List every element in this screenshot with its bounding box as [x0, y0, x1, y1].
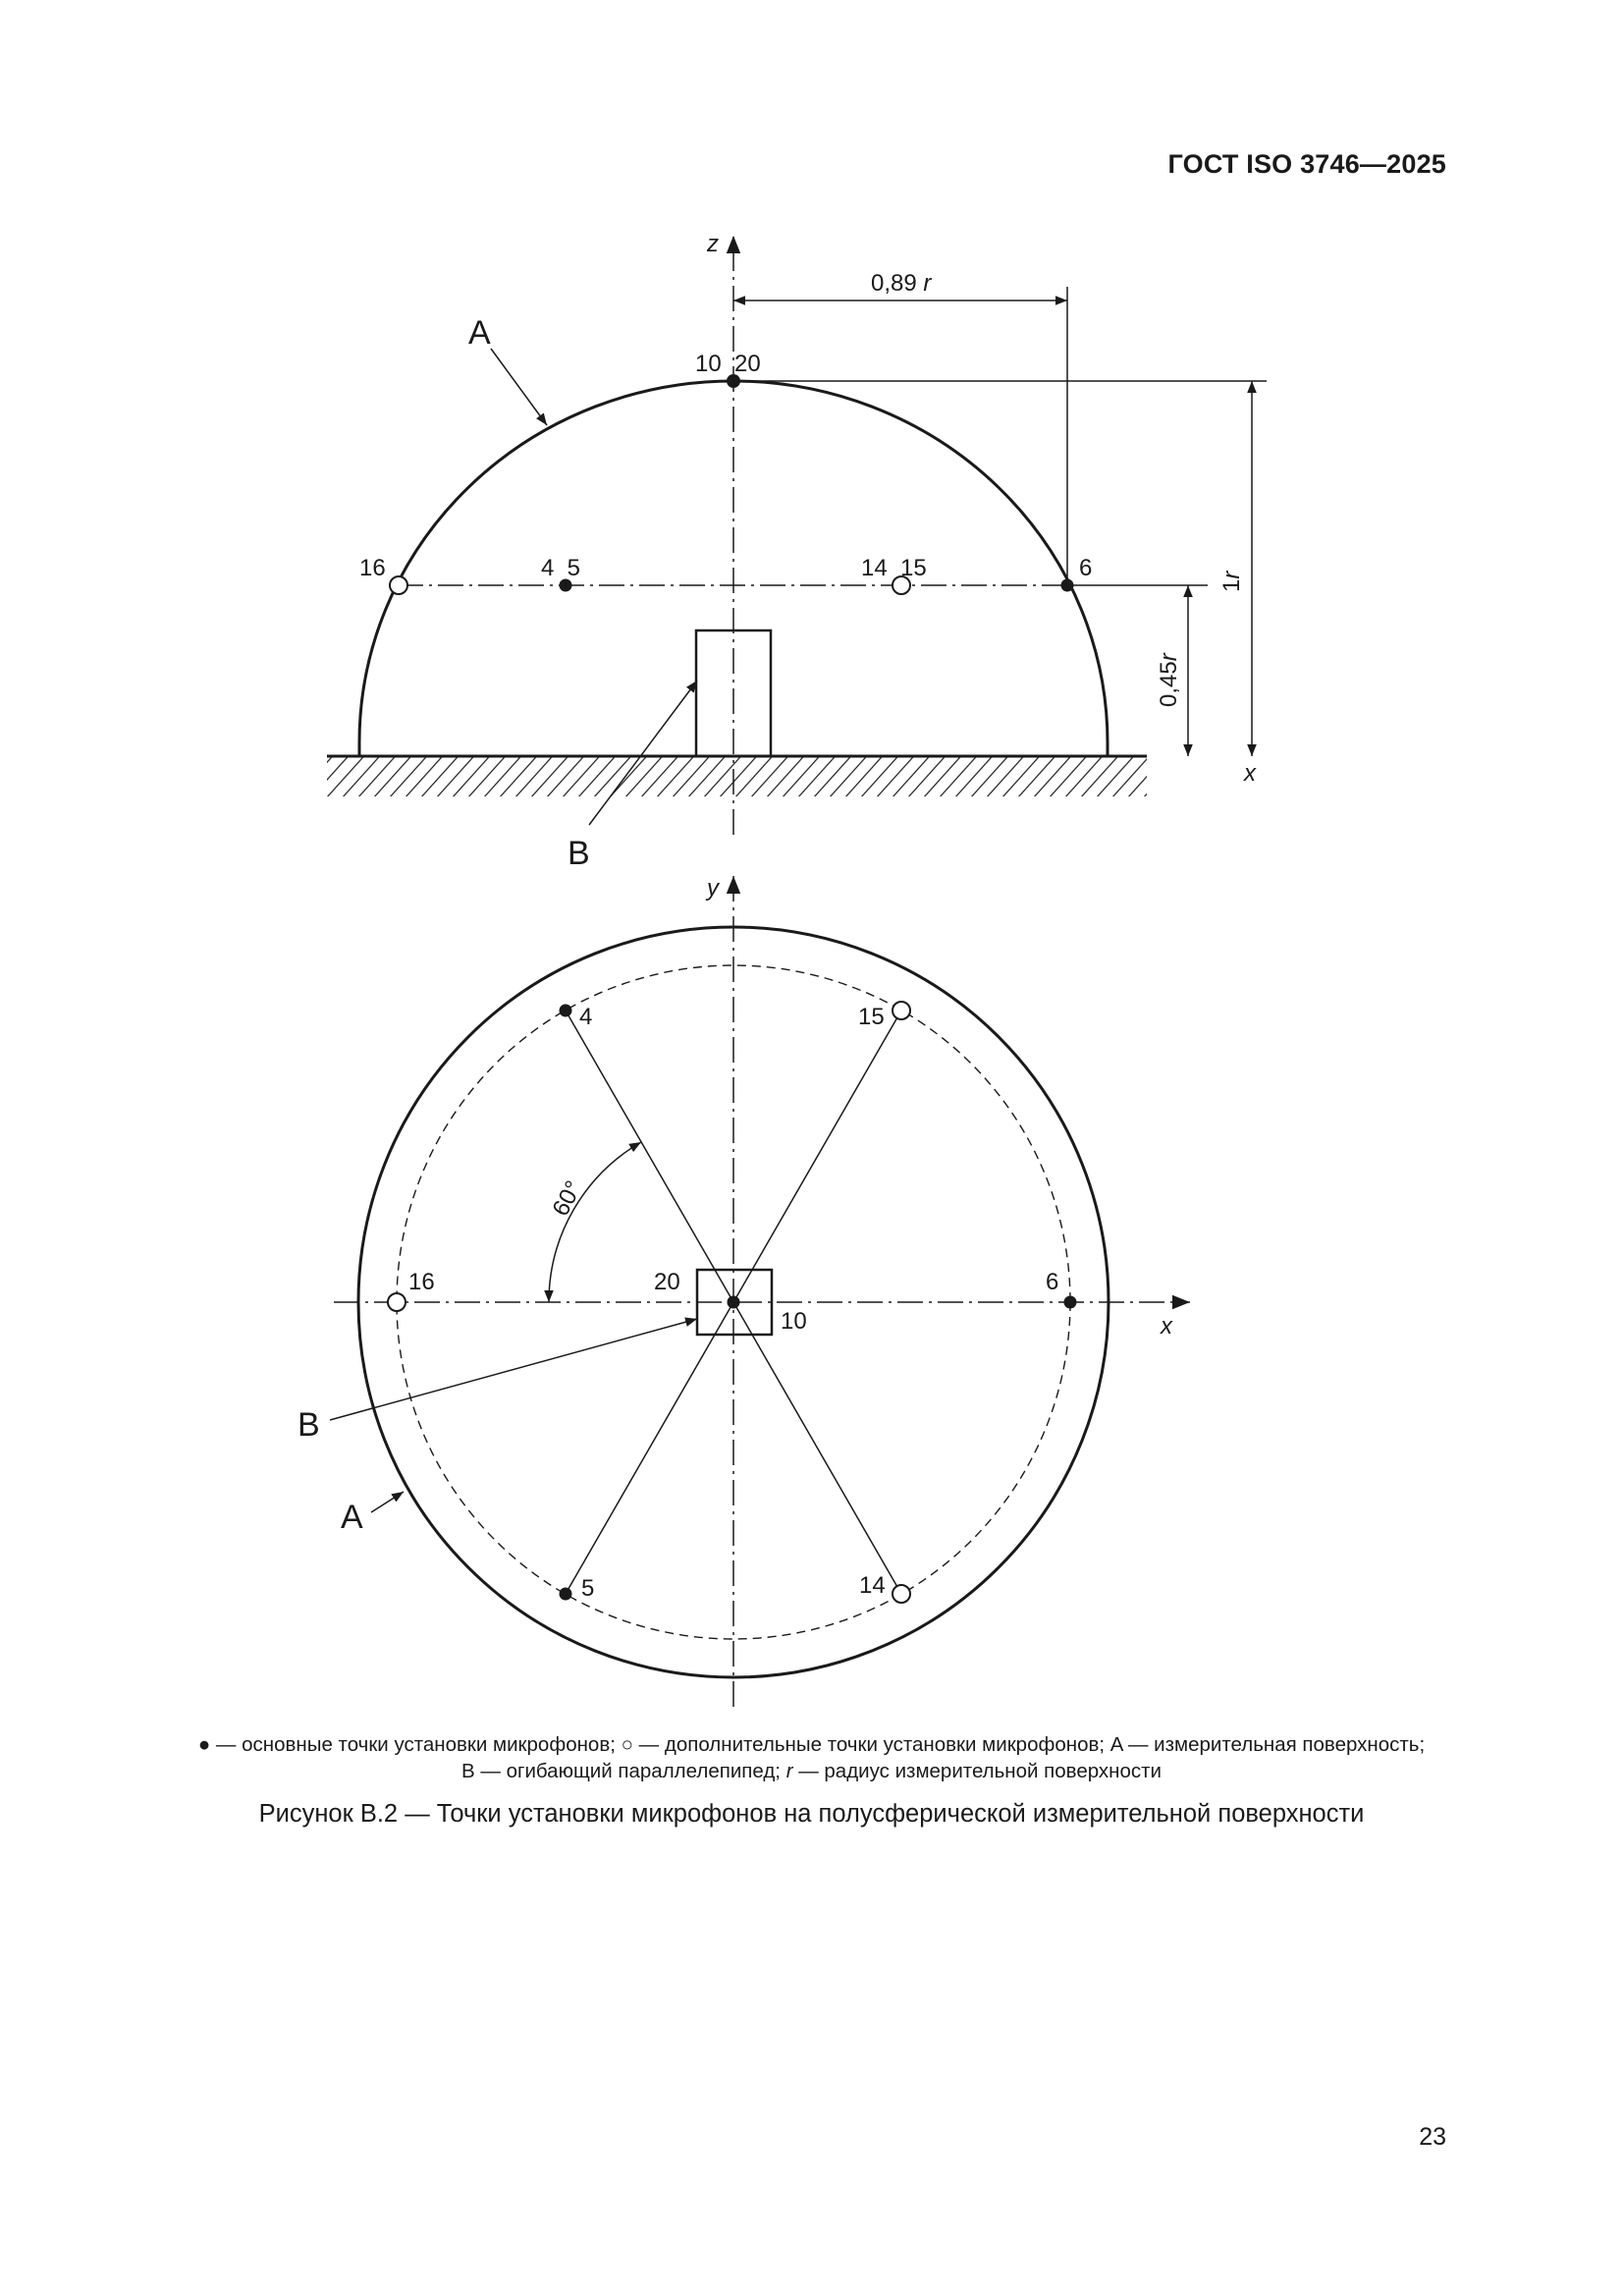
page-number: 23: [1419, 2123, 1446, 2151]
label-6-side: 6: [1079, 555, 1093, 581]
point-6-side: [1061, 579, 1074, 592]
ground-hatching: [327, 757, 1147, 796]
standard-designation: ГОСТ ISO 3746—2025: [1167, 149, 1446, 179]
point-16-top: [388, 1293, 406, 1311]
label-6-top: 6: [1046, 1269, 1059, 1295]
point-14-top: [893, 1585, 910, 1603]
dim-label-089r-r: r: [923, 270, 932, 297]
point-4-top: [560, 1005, 572, 1017]
point-6-top: [1064, 1296, 1077, 1309]
dim-label-045r: 0,45r: [1156, 653, 1182, 707]
x-axis-label-top: x: [1161, 1313, 1172, 1339]
label-b-top: B: [298, 1406, 320, 1444]
label-20-top: 20: [654, 1269, 680, 1295]
point-16-side: [390, 576, 407, 594]
legend-line-2: [98, 1758, 1525, 1784]
leader-b-top: [330, 1319, 697, 1420]
label-10-20-side: 10 20: [695, 351, 761, 377]
x-axis-label-side: x: [1244, 760, 1256, 787]
leader-a-top: [371, 1492, 404, 1512]
figure-caption: Рисунок В.2 — Точки установки микрофонов на полусферической измерительной поверхности: [258, 1800, 1365, 1828]
label-14-top: 14: [859, 1572, 886, 1599]
y-axis-label: y: [707, 875, 719, 902]
label-4-top: 4: [579, 1004, 593, 1030]
dim-label-1r-r: r: [1218, 571, 1245, 579]
legend-line-2-part-b: — радиус измерительной поверхности: [792, 1760, 1162, 1782]
label-16-top: 16: [408, 1269, 435, 1295]
z-axis-label: z: [707, 231, 719, 257]
side-view: [327, 231, 1267, 872]
top-view: [298, 875, 1190, 1707]
point-20-10-top: [728, 1296, 740, 1309]
legend-line-1: ● — основные точки установки микрофонов; ○ — дополнительные точки установки микрофонов; A — измерительная поверхность;: [197, 1733, 1426, 1756]
dim-label-089r: 0,89 r: [871, 270, 932, 297]
figure-legend: [98, 1731, 1525, 1784]
point-15-top: [893, 1002, 910, 1019]
leader-b-side: [589, 681, 697, 825]
angle-arc-60: [549, 1142, 641, 1302]
label-b-side: B: [568, 835, 590, 872]
legend-line-2-r: r: [785, 1760, 793, 1782]
legend-line-2-part-a: B — огибающий параллелепипед;: [461, 1760, 786, 1782]
leader-a-side: [491, 349, 547, 425]
label-14-15-side: 14 15: [861, 555, 927, 581]
label-4-5-side: 4 5: [541, 555, 581, 581]
point-5-top: [560, 1588, 572, 1601]
label-15-top: 15: [858, 1004, 885, 1030]
label-16-side: 16: [359, 555, 386, 581]
label-a-side: A: [468, 314, 491, 352]
label-10-top: 10: [781, 1308, 807, 1335]
label-a-top: A: [341, 1499, 363, 1536]
angle-label-60: 60°: [547, 1176, 588, 1221]
label-5-top: 5: [581, 1575, 595, 1602]
dim-label-1r: 1r: [1218, 571, 1245, 592]
dim-label-045r-r: r: [1156, 653, 1182, 662]
